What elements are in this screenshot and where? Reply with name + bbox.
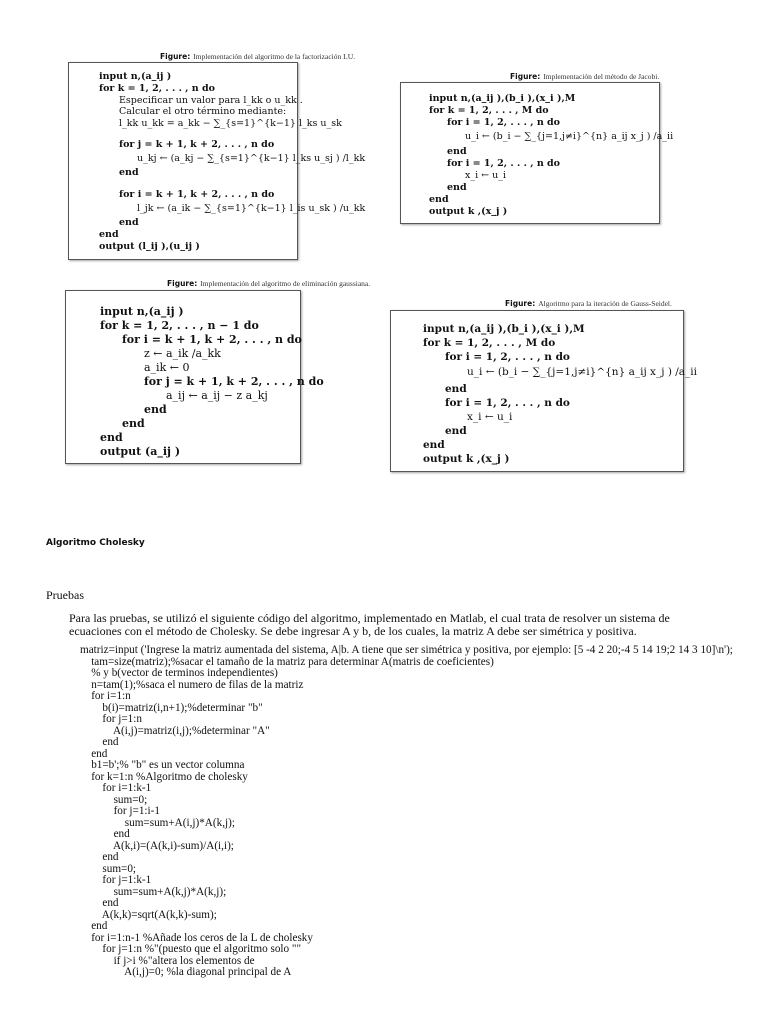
alg-line: u_i ← (b_i − ∑_{j=1,j≠i}^{n} a_ij x_j ) /a_ii (465, 131, 674, 142)
alg-line: end (429, 194, 449, 205)
code-line: for i=1:n-1 %Añade los ceros de la L de cholesky (80, 931, 313, 944)
code-line: for j=1:k-1 (80, 874, 152, 886)
alg-line: for k = 1, 2, . . . , M do (423, 337, 556, 349)
algorithm-box-jacobi (400, 82, 674, 224)
alg-line: z ← a_ik /a_kk (144, 347, 221, 360)
code-line: end (80, 828, 130, 840)
alg-line: output (l_ij ),(u_ij ) (99, 241, 200, 252)
algorithm-box-gauss (65, 290, 324, 464)
alg-line: for i = 1, 2, . . . , n do (447, 158, 561, 169)
alg-line: for j = k + 1, k + 2, . . . , n do (144, 375, 324, 388)
alg-line: input n,(a_ij ),(b_i ),(x_i ),M (423, 323, 585, 335)
alg-line: end (119, 217, 139, 228)
code-line: end (80, 897, 119, 909)
alg-line: end (447, 146, 467, 157)
code-line: for i=1:n (80, 690, 131, 702)
code-line: if j>i %"altera los elementos de (80, 954, 255, 967)
alg-line: output (a_ij ) (100, 445, 181, 458)
code-line: A(k,k)=sqrt(A(k,k)-sum); (80, 908, 217, 921)
alg-line: end (423, 439, 445, 451)
alg-line: for i = 1, 2, . . . , n do (445, 397, 570, 409)
alg-line: input n,(a_ij ) (100, 305, 184, 318)
alg-line: output k ,(x_j ) (429, 206, 508, 217)
alg-line: end (119, 167, 139, 178)
figure-caption-gauss: Figure: Implementación del algoritmo de eliminación gaussiana. (167, 279, 371, 288)
alg-line: for i = k + 1, k + 2, . . . , n do (122, 333, 302, 346)
algorithm-box-gauss-seidel (390, 310, 698, 472)
code-line: n=tam(1);%saca el numero de filas de la matriz (80, 678, 304, 691)
alg-line: end (445, 383, 467, 395)
alg-line: x_i ← u_i (467, 411, 513, 423)
alg-line: for k = 1, 2, . . . , M do (429, 105, 549, 116)
code-line: matriz=input ('Ingrese la matriz aumentada del sistema, A|b. A tiene que ser simétrica y positiva, por ejemplo: [5 -4 2 20;-4 5 14 19;2 14 3 10]\n'); (80, 644, 733, 656)
alg-line: output k ,(x_j ) (423, 453, 510, 465)
section-heading: Algoritmo Cholesky (46, 538, 145, 548)
figure-caption-jacobi: Figure: Implementación del método de Jacobi. (510, 72, 660, 81)
alg-line: input n,(a_ij ),(b_i ),(x_i ),M (429, 93, 576, 104)
alg-line: l_kk u_kk = a_kk − ∑_{s=1}^{k−1} l_ks u_sk (119, 118, 342, 129)
alg-line: a_ij ← a_ij − z a_kj (166, 389, 268, 402)
intro-paragraph: Para las pruebas, se utilizó el siguiente código del algoritmo, implementado en Matlab, el cual trata de resolver un sistema de ecuaciones con el método de Cholesky. Se debe ingresar A y b, de los cuales, la matriz A debe ser simétrica y positiva. (69, 611, 670, 638)
code-line: % y b(vector de terminos independientes) (80, 667, 278, 679)
code-line: end (80, 747, 108, 760)
alg-line: end (100, 431, 123, 444)
alg-line: end (445, 425, 467, 437)
alg-line: end (144, 403, 167, 416)
code-line: end (80, 920, 108, 932)
alg-line: u_kj ← (a_kj − ∑_{s=1}^{k−1} l_ks u_sj ) /l_kk (137, 153, 366, 164)
alg-line: for i = 1, 2, . . . , n do (445, 351, 570, 363)
alg-line: Especificar un valor para l_kk o u_kk . (119, 95, 303, 106)
code-line: end (80, 851, 119, 863)
alg-line: end (99, 229, 119, 240)
code-line: for k=1:n %Algoritmo de cholesky (80, 770, 248, 783)
alg-line: end (447, 182, 467, 193)
alg-line: for k = 1, 2, . . . , n − 1 do (100, 319, 259, 332)
code-line: end (80, 736, 119, 748)
code-line: for j=1:i-1 (80, 805, 160, 817)
alg-line: for i = k + 1, k + 2, . . . , n do (119, 189, 275, 200)
code-line: sum=0; (80, 862, 137, 875)
code-line: A(i,j)=matriz(i,j);%determinar "A" (80, 724, 270, 737)
code-line: sum=sum+A(i,j)*A(k,j); (80, 816, 235, 829)
code-line: for j=1:n (80, 713, 142, 725)
alg-line: l_jk ← (a_ik − ∑_{s=1}^{k−1} l_is u_sk ) /u_kk (137, 203, 366, 214)
alg-line: a_ik ← 0 (144, 361, 190, 374)
alg-line: for k = 1, 2, . . . , n do (99, 83, 215, 94)
matlab-code (80, 645, 733, 979)
alg-line: u_i ← (b_i − ∑_{j=1,j≠i}^{n} a_ij x_j ) /a_ii (467, 366, 698, 378)
code-line: tam=size(matriz);%sacar el tamaño de la matriz para determinar A(matris de coeficientes) (80, 655, 494, 668)
code-line: sum=sum+A(k,j)*A(k,j); (80, 885, 227, 898)
alg-line: end (122, 417, 145, 430)
alg-line: Calcular el otro término mediante: (119, 106, 287, 117)
code-line: for i=1:k-1 (80, 782, 152, 794)
alg-line: x_i ← u_i (465, 170, 507, 181)
code-line: b1=b';% "b" es un vector columna (80, 759, 245, 771)
code-line: A(k,i)=(A(k,i)-sum)/A(i,i); (80, 839, 234, 852)
code-line: sum=0; (80, 793, 148, 806)
alg-line: input n,(a_ij ) (99, 71, 172, 82)
subheading: Pruebas (46, 588, 84, 602)
code-line: b(i)=matriz(i,n+1);%determinar "b" (80, 701, 263, 714)
figure-caption-lu: Figure: Implementación del algoritmo de la factorización LU. (160, 52, 355, 61)
alg-line: for i = 1, 2, . . . , n do (447, 117, 561, 128)
algorithm-box-lu (68, 62, 366, 260)
alg-line: for j = k + 1, k + 2, . . . , n do (119, 139, 275, 150)
figure-caption-gauss-seidel: Figure: Algoritmo para la iteración de Gauss-Seidel. (505, 299, 672, 308)
code-line: for j=1:n %"(puesto que el algoritmo solo "" (80, 943, 302, 955)
code-line: A(i,j)=0; %la diagonal principal de A (80, 966, 292, 978)
